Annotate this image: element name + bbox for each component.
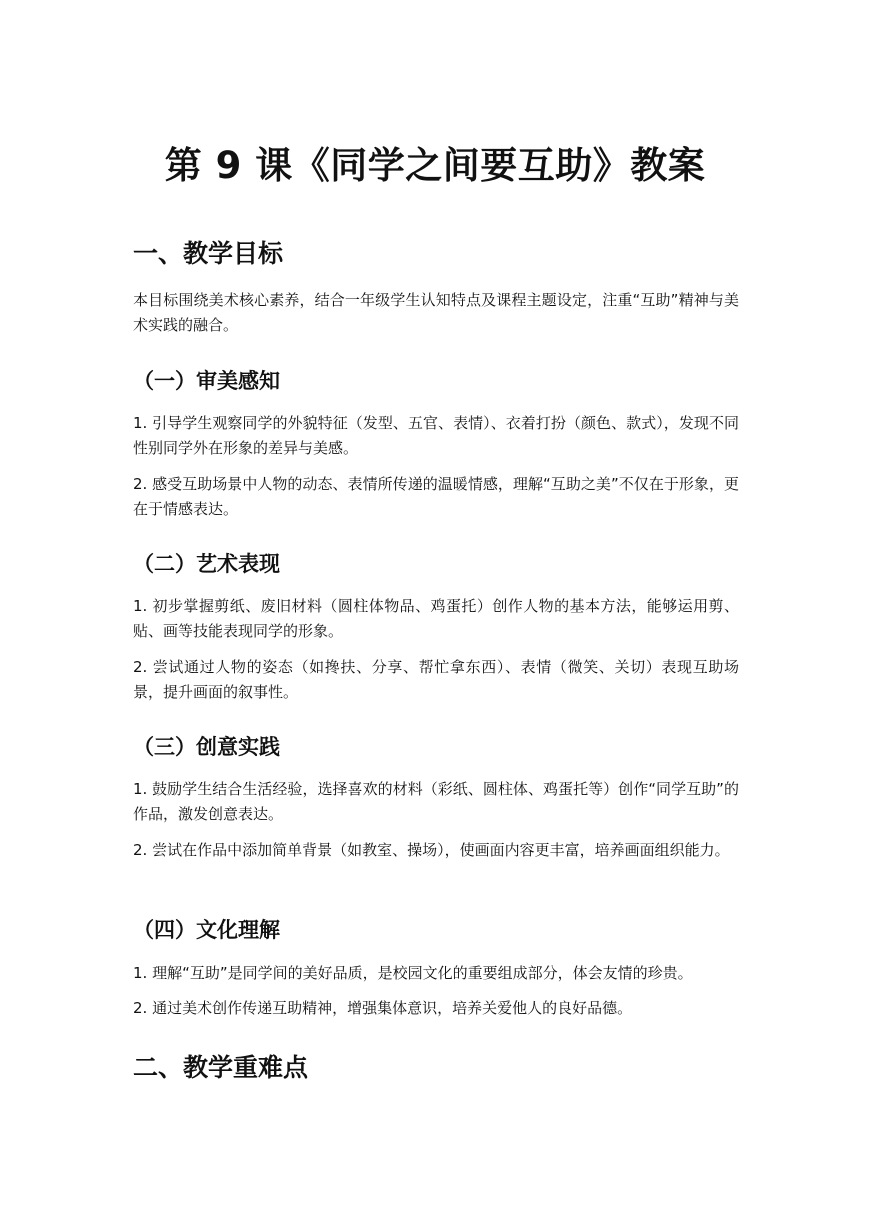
subsection-heading-cultural-understanding: （四）文化理解 [133, 918, 280, 942]
section-heading-teaching-goals: 一、教学目标 [133, 239, 284, 268]
subsection-heading-creative-practice: （三）创意实践 [133, 735, 280, 759]
list-item: 2. 通过美术创作传递互助精神，增强集体意识，培养关爱他人的良好品德。 [133, 999, 633, 1017]
list-item: 1. 鼓励学生结合生活经验，选择喜欢的材料（彩纸、圆柱体、鸡蛋托等）创作“同学互助”的作品，激发创意表达。 [133, 780, 739, 823]
list-item: 2. 尝试通过人物的姿态（如搀扶、分享、帮忙拿东西）、表情（微笑、关切）表现互助场景，提升画面的叙事性。 [133, 658, 739, 701]
subsection-heading-artistic-expression: （二）艺术表现 [133, 552, 280, 576]
list-item: 2. 感受互助场景中人物的动态、表情所传递的温暖情感，理解“互助之美”不仅在于形象，更在于情感表达。 [133, 475, 739, 518]
section-intro: 本目标围绕美术核心素养，结合一年级学生认知特点及课程主题设定，注重“互助”精神与美术实践的融合。 [133, 291, 739, 334]
section-heading-key-difficulties: 二、教学重难点 [133, 1053, 309, 1082]
list-item: 1. 引导学生观察同学的外貌特征（发型、五官、表情）、衣着打扮（颜色、款式），发现不同性别同学外在形象的差异与美感。 [133, 414, 739, 457]
document-title: 第 9 课《同学之间要互助》教案 [164, 144, 706, 187]
list-item: 1. 初步掌握剪纸、废旧材料（圆柱体物品、鸡蛋托）创作人物的基本方法，能够运用剪、贴、画等技能表现同学的形象。 [133, 597, 739, 640]
subsection-heading-aesthetic-perception: （一）审美感知 [133, 369, 280, 393]
list-item: 2. 尝试在作品中添加简单背景（如教室、操场），使画面内容更丰富，培养画面组织能力。 [133, 841, 730, 859]
list-item: 1. 理解“互助”是同学间的美好品质，是校园文化的重要组成部分，体会友情的珍贵。 [133, 964, 693, 982]
